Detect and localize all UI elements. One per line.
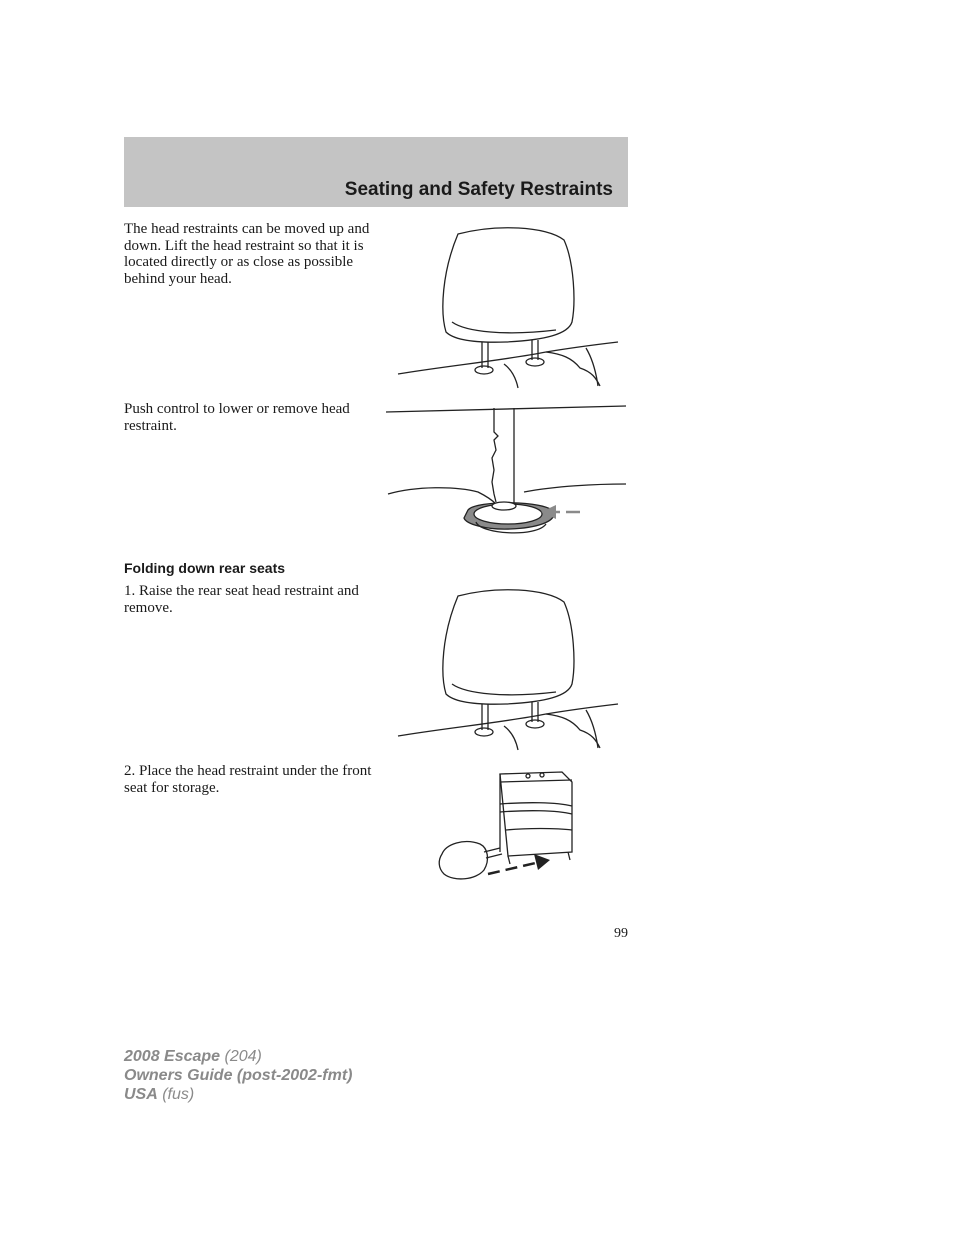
folding-rear-seats-heading: Folding down rear seats	[124, 560, 286, 576]
step-2-text: 2. Place the head restraint under the front seat for storage.	[124, 763, 372, 796]
footer-market: USA	[124, 1086, 158, 1103]
footer-model-code: (204)	[220, 1048, 262, 1065]
section-title: Seating and Safety Restraints	[344, 179, 613, 200]
page-number: 99	[614, 926, 628, 941]
document-footer	[124, 1047, 352, 1104]
footer-model: 2008 Escape	[124, 1048, 221, 1065]
section-header-band	[124, 137, 628, 207]
step-1-text: 1. Raise the rear seat head restraint and remove.	[124, 583, 359, 616]
footer-market-code: (fus)	[157, 1086, 195, 1103]
rear-head-restraint-raised-illustration	[396, 584, 622, 752]
storage-under-seat-illustration	[436, 768, 578, 886]
head-restraint-adjust-text: The head restraints can be moved up and down. Lift the head restraint so that it is located directly or as close as possible behind your head.	[124, 221, 370, 287]
head-restraint-raised-illustration	[396, 222, 622, 390]
push-control-illustration	[386, 402, 628, 542]
push-control-text: Push control to lower or remove head restraint.	[124, 401, 350, 434]
footer-guide: Owners Guide (post-2002-fmt)	[124, 1067, 353, 1084]
